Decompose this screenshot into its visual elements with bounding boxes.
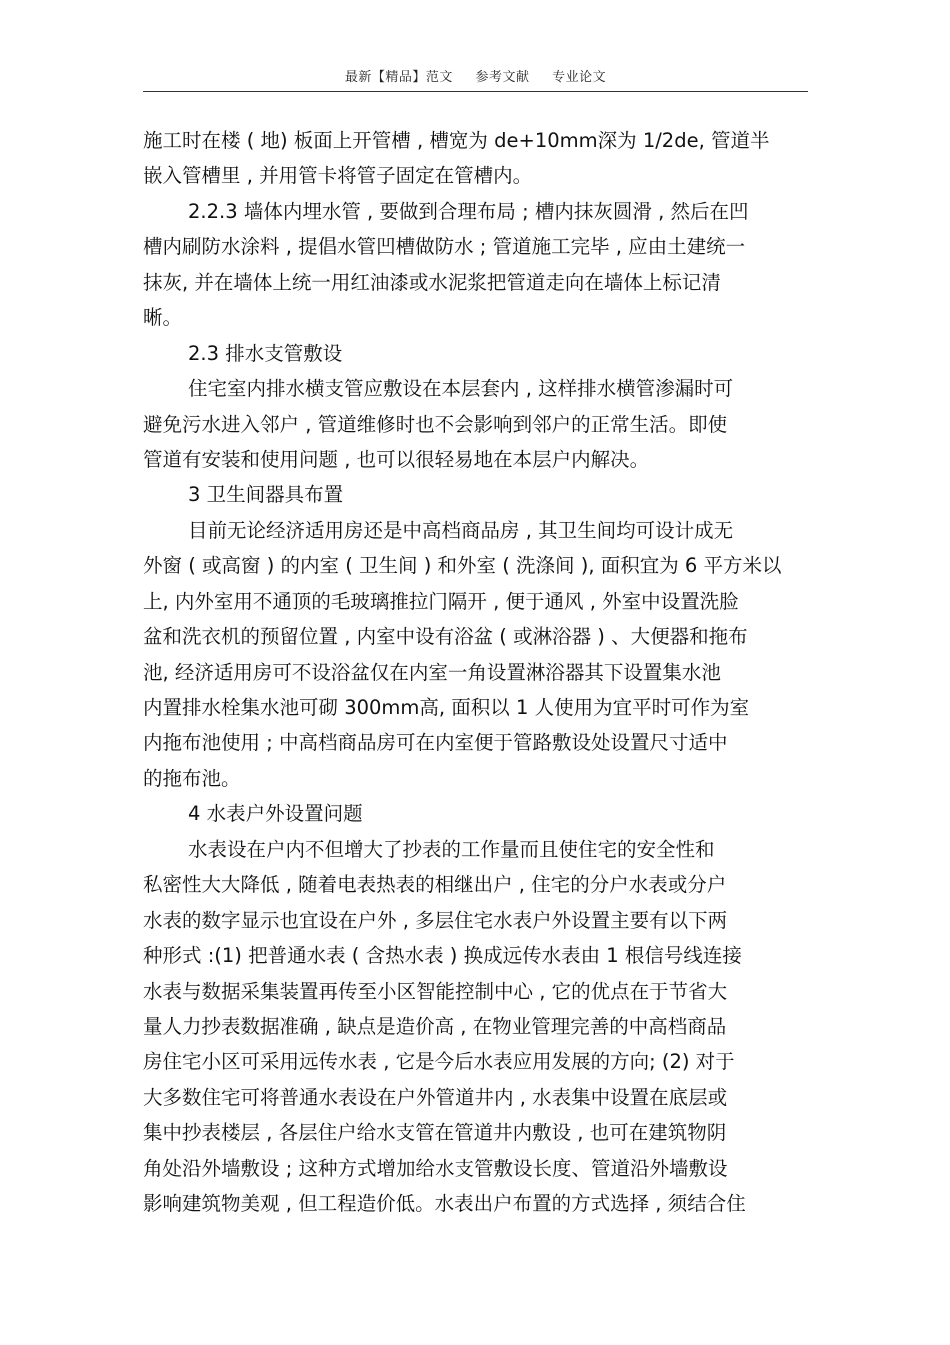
text-line: 影响建筑物美观 , 但工程造价低。水表出户布置的方式选择 , 须结合住 — [143, 1192, 746, 1216]
text-line: 2.3 排水支管敷设 — [188, 341, 343, 365]
header-item-lunwen: 专业论文 — [552, 70, 607, 85]
text-line: 池, 经济适用房可不设浴盆仅在内室一角设置淋浴器其下设置集水池 — [143, 660, 721, 684]
text-line: 内拖布池使用 ; 中高档商品房可在内室便于管路敷设处设置尺寸适中 — [143, 731, 728, 755]
text-line: 水表的数字显示也宜设在户外 , 多层住宅水表户外设置主要有以下两 — [143, 908, 728, 932]
text-line: 种形式 :(1) 把普通水表 ( 含热水表 ) 换成远传水表由 1 根信号线连接 — [143, 944, 742, 968]
page-header — [143, 66, 808, 85]
text-line: 水表与数据采集装置再传至小区智能控制中心 , 它的优点在于节省大 — [143, 979, 728, 1003]
text-line: 管道有安装和使用问题 , 也可以很轻易地在本层户内解决。 — [143, 447, 650, 471]
text-line: 避免污水进入邻户 , 管道维修时也不会影响到邻户的正常生活。即使 — [143, 412, 728, 436]
header-item-cankao: 参考文献 — [475, 70, 530, 85]
text-line: 私密性大大降低 , 随着电表热表的相继出户 , 住宅的分户水表或分户 — [143, 873, 727, 897]
header-divider — [143, 91, 808, 92]
text-line: 房住宅小区可采用远传水表 , 它是今后水表应用发展的方向; (2) 对于 — [143, 1050, 735, 1074]
text-line: 上, 内外室用不通顶的毛玻璃推拉门隔开 , 便于通风 , 外室中设置洗脸 — [143, 589, 739, 613]
text-line: 施工时在楼 ( 地) 板面上开管槽 , 槽宽为 de+10mm深为 1/2de, 管道半 — [143, 129, 770, 152]
document-body — [143, 123, 815, 1222]
text-line: 晰。 — [143, 306, 183, 330]
text-line: 集中抄表楼层 , 各层住户给水支管在管道井内敷设 , 也可在建筑物阴 — [143, 1121, 727, 1145]
text-line: 4 水表户外设置问题 — [188, 802, 363, 826]
text-line: 量人力抄表数据准确 , 缺点是造价高 , 在物业管理完善的中高档商品 — [143, 1014, 727, 1038]
text-line: 水表设在户内不但增大了抄表的工作量而且使住宅的安全性和 — [188, 837, 715, 861]
text-line: 外窗 ( 或高窗 ) 的内室 ( 卫生间 ) 和外室 ( 洗涤间 ), 面积宜为 6 平方米以 — [143, 554, 782, 578]
text-line: 内置排水栓集水池可砌 300mm高, 面积以 1 人使用为宜平时可作为室 — [143, 696, 750, 719]
text-line: 槽内刷防水涂料 , 提倡水管凹槽做防水 ; 管道施工完毕 , 应由土建统一 — [143, 235, 746, 259]
text-line: 盆和洗衣机的预留位置 , 内室中设有浴盆 ( 或淋浴器 ) 、大便器和拖布 — [143, 625, 748, 649]
text-line: 目前无论经济适用房还是中高档商品房 , 其卫生间均可设计成无 — [188, 518, 734, 542]
text-line: 3 卫生间器具布置 — [188, 483, 344, 507]
text-line: 的拖布池。 — [143, 766, 241, 790]
text-line: 角处沿外墙敷设 ; 这种方式增加给水支管敷设长度、管道沿外墙敷设 — [143, 1156, 728, 1180]
text-line: 2.2.3 墙体内埋水管 , 要做到合理布局 ; 槽内抹灰圆滑 , 然后在凹 — [188, 199, 749, 223]
text-line: 大多数住宅可将普通水表设在户外管道井内 , 水表集中设置在底层或 — [143, 1085, 728, 1109]
text-line: 抹灰, 并在墙体上统一用红油漆或水泥浆把管道走向在墙体上标记清 — [143, 270, 721, 294]
text-line: 嵌入管槽里 , 并用管卡将管子固定在管槽内。 — [143, 164, 533, 188]
header-item-fanwen: 最新【精品】范文 — [344, 70, 453, 85]
text-line: 住宅室内排水横支管应敷设在本层套内 , 这样排水横管渗漏时可 — [188, 377, 734, 401]
